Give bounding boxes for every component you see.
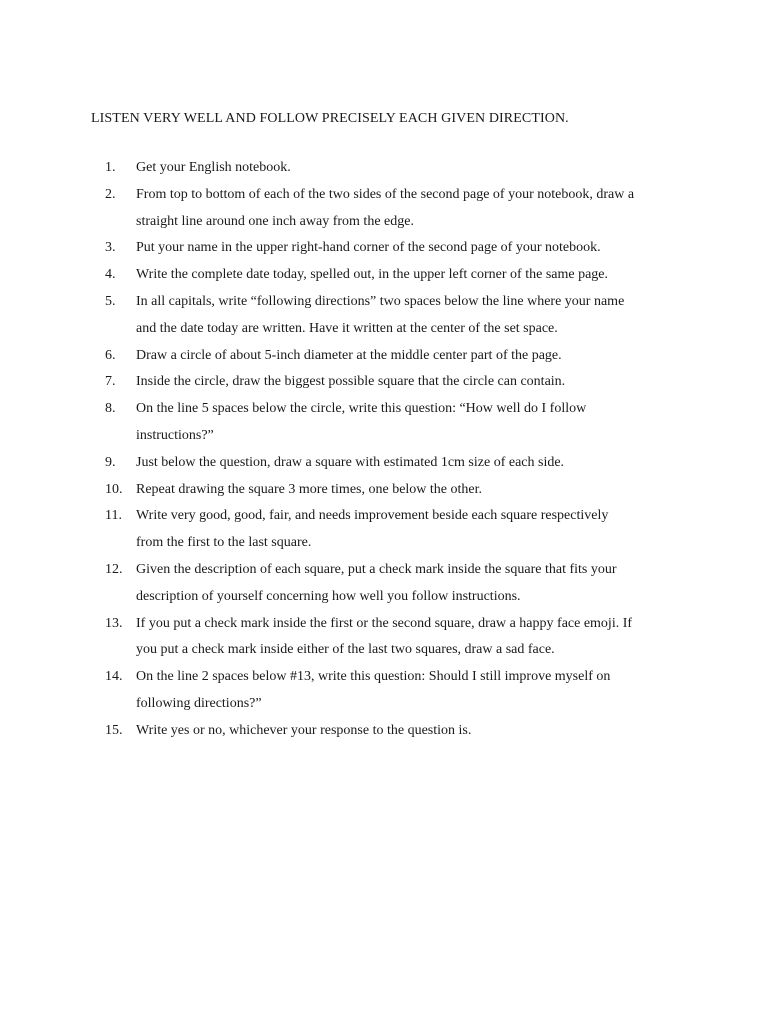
list-item <box>105 289 705 343</box>
item-text-line: instructions?” <box>136 427 214 443</box>
item-text-line: On the line 2 spaces below #13, write this question: Should I still improve myself on <box>136 669 611 685</box>
item-text-line: straight line around one inch away from the edge. <box>136 213 414 229</box>
list-item <box>105 182 705 236</box>
item-number: 8. <box>105 401 116 417</box>
list-item <box>105 503 705 557</box>
item-text-line: Get your English notebook. <box>136 160 291 175</box>
item-text-line: In all capitals, write “following directions” two spaces below the line where your name <box>136 293 625 309</box>
list-item <box>105 718 705 745</box>
item-text-line: Repeat drawing the square 3 more times, one below the other. <box>136 481 483 497</box>
item-number: 12. <box>105 561 123 577</box>
item-number: 14. <box>105 669 123 685</box>
item-text-line: and the date today are written. Have it written at the center of the set space. <box>136 320 558 336</box>
list-item <box>105 557 705 611</box>
item-number: 1. <box>105 160 116 175</box>
item-text-line: If you put a check mark inside the first or the second square, draw a happy face emoji. If <box>136 615 633 631</box>
item-text-line: Write yes or no, whichever your response to the question is. <box>136 722 472 738</box>
list-item <box>105 262 705 289</box>
list-item <box>105 235 705 262</box>
item-number: 13. <box>105 615 123 631</box>
item-number: 10. <box>105 481 123 497</box>
item-text-line: from the first to the last square. <box>136 535 312 551</box>
list-item <box>105 369 705 396</box>
item-text-line: From top to bottom of each of the two sides of the second page of your notebook, draw a <box>136 186 635 202</box>
list-item <box>105 664 705 718</box>
item-text-line: Write the complete date today, spelled out, in the upper left corner of the same page. <box>136 267 609 283</box>
item-text-line: On the line 5 spaces below the circle, write this question: “How well do I follow <box>136 401 587 417</box>
list-item <box>105 396 705 450</box>
item-number: 4. <box>105 267 116 283</box>
list-item <box>105 477 705 504</box>
document-heading: LISTEN VERY WELL AND FOLLOW PRECISELY EACH GIVEN DIRECTION. <box>91 111 569 126</box>
item-text-line: you put a check mark inside either of the last two squares, draw a sad face. <box>136 642 555 658</box>
item-text-line: Given the description of each square, put a check mark inside the square that fits your <box>136 561 617 577</box>
item-number: 15. <box>105 722 123 738</box>
item-number: 7. <box>105 374 116 390</box>
list-item <box>105 155 705 182</box>
item-number: 2. <box>105 186 116 202</box>
item-text-line: following directions?” <box>136 695 262 711</box>
item-text-line: Inside the circle, draw the biggest possible square that the circle can contain. <box>136 374 566 390</box>
item-text-line: Draw a circle of about 5-inch diameter at the middle center part of the page. <box>136 347 562 363</box>
item-number: 9. <box>105 454 116 470</box>
item-text-line: description of yourself concerning how well you follow instructions. <box>136 588 521 604</box>
item-number: 6. <box>105 347 116 363</box>
item-text-line: Put your name in the upper right-hand corner of the second page of your notebook. <box>136 240 601 256</box>
item-number: 5. <box>105 293 116 309</box>
list-item <box>105 343 705 370</box>
item-number: 11. <box>105 508 122 524</box>
list-item <box>105 450 705 477</box>
item-text-line: Write very good, good, fair, and needs improvement beside each square respectively <box>136 508 609 524</box>
item-text-line: Just below the question, draw a square with estimated 1cm size of each side. <box>136 454 565 470</box>
directions-list <box>105 155 705 745</box>
list-item <box>105 611 705 665</box>
item-number: 3. <box>105 240 116 256</box>
